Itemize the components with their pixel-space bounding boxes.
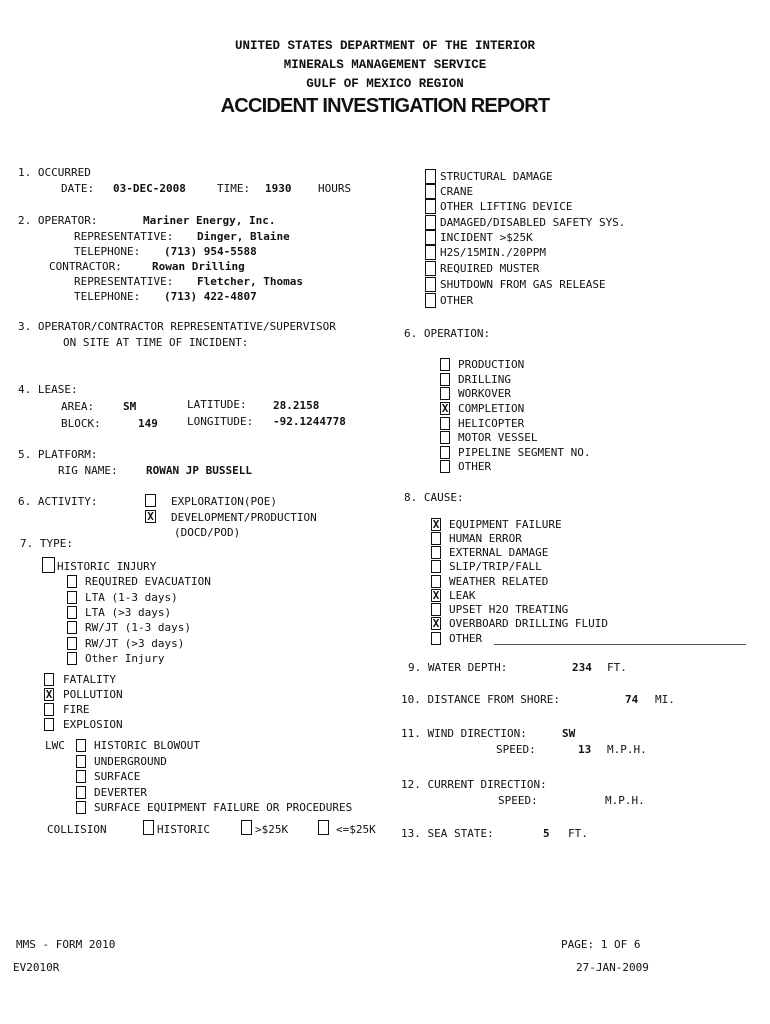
sea-state-label: 13. SEA STATE: — [401, 827, 494, 840]
longitude-label: LONGITUDE: — [187, 415, 254, 428]
injury-label: RW/JT (1-3 days) — [85, 621, 191, 634]
water-depth-value: 234 — [572, 661, 592, 674]
lease-label: 4. LEASE: — [18, 383, 78, 396]
supervisor-label: 3. OPERATOR/CONTRACTOR REPRESENTATIVE/SUPERVISOR — [18, 320, 336, 333]
contractor-label: CONTRACTOR: — [49, 260, 122, 273]
distance-unit: MI. — [655, 693, 675, 706]
tel-value: (713) 954-5588 — [164, 245, 257, 258]
incident-type-checkbox[interactable] — [425, 230, 436, 245]
activity-label: 6. ACTIVITY: — [18, 495, 98, 508]
header-region: GULF OF MEXICO REGION — [306, 77, 464, 91]
cause-label: LEAK — [449, 589, 476, 602]
incident-type-label: INCIDENT >$25K — [440, 231, 533, 244]
incident-type-checkbox[interactable] — [425, 293, 436, 308]
operation-label: HELICOPTER — [458, 417, 525, 430]
incident-type-label: SHUTDOWN FROM GAS RELEASE — [440, 278, 606, 291]
wind-speed-value: 13 — [578, 743, 592, 756]
area-label: AREA: — [61, 400, 95, 413]
time-value: 1930 — [265, 182, 292, 195]
distance-value: 74 — [625, 693, 639, 706]
sea-state-unit: FT. — [568, 827, 588, 840]
exploration-checkbox[interactable] — [145, 494, 156, 507]
cause-checkbox[interactable]: X — [432, 589, 440, 602]
incident-type-label: CRANE — [440, 185, 474, 198]
fire-checkbox[interactable] — [44, 703, 54, 716]
report-date: 27-JAN-2009 — [576, 961, 649, 974]
current-direction-label: 12. CURRENT DIRECTION: — [401, 778, 547, 791]
injury-label: Other Injury — [85, 652, 165, 665]
block-label: BLOCK: — [61, 417, 101, 430]
operation-checkbox[interactable] — [440, 358, 450, 371]
latitude-value: 28.2158 — [273, 399, 320, 412]
contractor-rep-label: REPRESENTATIVE: — [74, 275, 174, 288]
cause-label: HUMAN ERROR — [449, 532, 522, 545]
longitude-value: -92.1244778 — [273, 415, 346, 428]
wind-speed-unit: M.P.H. — [607, 743, 647, 756]
cause-label: EQUIPMENT FAILURE — [449, 518, 562, 531]
injury-checkbox[interactable] — [67, 591, 77, 604]
blowout-label: HISTORIC BLOWOUT — [94, 739, 200, 752]
cause-label: SLIP/TRIP/FALL — [449, 560, 542, 573]
fire-label: FIRE — [63, 703, 90, 716]
incident-type-checkbox[interactable] — [425, 277, 436, 292]
operation-checkbox[interactable] — [440, 446, 450, 459]
operation-label: MOTOR VESSEL — [458, 431, 538, 444]
operation-label: WORKOVER — [458, 387, 511, 400]
historic-injury-checkbox[interactable] — [42, 557, 55, 573]
incident-type-checkbox[interactable] — [425, 184, 436, 199]
blowout-checkbox[interactable] — [76, 755, 86, 768]
injury-label: RW/JT (>3 days) — [85, 637, 185, 650]
incident-type-checkbox[interactable] — [425, 215, 436, 230]
contractor-tel-label: TELEPHONE: — [74, 290, 141, 303]
injury-checkbox[interactable] — [67, 606, 77, 619]
supervisor-sublabel: ON SITE AT TIME OF INCIDENT: — [63, 336, 249, 349]
operation-checkbox[interactable] — [440, 387, 450, 400]
collision-historic-label: HISTORIC — [157, 823, 210, 836]
incident-type-label: OTHER LIFTING DEVICE — [440, 200, 573, 213]
operation-checkbox[interactable] — [440, 460, 450, 473]
cause-label: EXTERNAL DAMAGE — [449, 546, 549, 559]
cause-checkbox[interactable] — [431, 560, 441, 573]
incident-type-label: DAMAGED/DISABLED SAFETY SYS. — [440, 216, 626, 229]
contractor-tel-value: (713) 422-4807 — [164, 290, 257, 303]
blowout-label: SURFACE — [94, 770, 141, 783]
operation-checkbox[interactable]: X — [441, 402, 449, 415]
operator-value: Mariner Energy, Inc. — [143, 214, 276, 227]
collision-gt-label: >$25K — [255, 823, 289, 836]
cause-label: OVERBOARD DRILLING FLUID — [449, 617, 608, 630]
fatality-checkbox[interactable] — [44, 673, 54, 686]
operation-label: PRODUCTION — [458, 358, 525, 371]
date-value: 03-DEC-2008 — [113, 182, 186, 195]
explosion-label: EXPLOSION — [63, 718, 123, 731]
blowout-label: UNDERGROUND — [94, 755, 167, 768]
cause-label: 8. CAUSE: — [404, 491, 464, 504]
blowout-label: DEVERTER — [94, 786, 147, 799]
cause-checkbox[interactable]: X — [432, 617, 440, 630]
exploration-label: EXPLORATION(POE) — [171, 495, 277, 508]
latitude-label: LATITUDE: — [187, 398, 247, 411]
operation-label: OTHER — [458, 460, 492, 473]
wind-direction-value: SW — [562, 727, 576, 740]
collision-le-label: <=$25K — [336, 823, 376, 836]
explosion-checkbox[interactable] — [44, 718, 54, 731]
operation-label: DRILLING — [458, 373, 511, 386]
lwc-label: LWC — [45, 739, 65, 752]
operation-label: 6. OPERATION: — [404, 327, 491, 340]
current-speed-unit: M.P.H. — [605, 794, 645, 807]
injury-checkbox[interactable] — [67, 652, 77, 665]
report-title: ACCIDENT INVESTIGATION REPORT — [220, 95, 550, 117]
operation-checkbox[interactable] — [440, 431, 450, 444]
incident-type-checkbox[interactable] — [425, 245, 436, 260]
operator-label: 2. OPERATOR: — [18, 214, 98, 227]
incident-type-label: H2S/15MIN./20PPM — [440, 246, 546, 259]
injury-label: LTA (1-3 days) — [85, 591, 178, 604]
contractor-rep-value: Fletcher, Thomas — [197, 275, 303, 288]
pollution-label: POLLUTION — [63, 688, 123, 701]
area-value: SM — [123, 400, 137, 413]
injury-label: REQUIRED EVACUATION — [85, 575, 211, 588]
injury-checkbox[interactable] — [67, 621, 77, 634]
wind-speed-label: SPEED: — [496, 743, 536, 756]
fatality-label: FATALITY — [63, 673, 116, 686]
type-label: 7. TYPE: — [20, 537, 73, 550]
rep-value: Dinger, Blaine — [197, 230, 290, 243]
current-speed-label: SPEED: — [498, 794, 538, 807]
collision-gt-checkbox[interactable] — [241, 820, 252, 835]
injury-checkbox[interactable] — [67, 575, 77, 588]
development-sublabel: (DOCD/POD) — [174, 526, 241, 539]
block-value: 149 — [138, 417, 158, 430]
header-service: MINERALS MANAGEMENT SERVICE — [283, 58, 487, 72]
injury-label: LTA (>3 days) — [85, 606, 172, 619]
cause-checkbox[interactable] — [431, 632, 441, 645]
collision-label: COLLISION — [47, 823, 107, 836]
incident-type-checkbox[interactable] — [425, 199, 436, 214]
water-depth-unit: FT. — [607, 661, 627, 674]
wind-direction-label: 11. WIND DIRECTION: — [401, 727, 527, 740]
blowout-checkbox[interactable] — [76, 770, 86, 783]
form-number: MMS - FORM 2010 — [16, 938, 116, 951]
blowout-checkbox[interactable] — [76, 801, 86, 814]
occurred-label: 1. OCCURRED — [18, 166, 91, 179]
development-checkbox[interactable]: X — [145, 510, 156, 523]
blowout-checkbox[interactable] — [76, 786, 86, 799]
blowout-checkbox[interactable] — [76, 739, 86, 752]
contractor-value: Rowan Drilling — [152, 260, 245, 273]
date-label: DATE: — [61, 182, 95, 195]
header-agency: UNITED STATES DEPARTMENT OF THE INTERIOR — [234, 39, 536, 53]
page-number: PAGE: 1 OF 6 — [561, 938, 641, 951]
distance-label: 10. DISTANCE FROM SHORE: — [401, 693, 560, 706]
cause-checkbox[interactable] — [431, 575, 441, 588]
rig-name-label: RIG NAME: — [58, 464, 118, 477]
incident-type-checkbox[interactable] — [425, 169, 436, 184]
development-label: DEVELOPMENT/PRODUCTION — [171, 511, 317, 524]
cause-label: UPSET H2O TREATING — [449, 603, 569, 616]
platform-label: 5. PLATFORM: — [18, 448, 98, 461]
collision-le-checkbox[interactable] — [318, 820, 329, 835]
hours-label: HOURS — [318, 182, 352, 195]
cause-label: OTHER — [449, 632, 483, 645]
operation-label: PIPELINE SEGMENT NO. — [458, 446, 591, 459]
incident-type-checkbox[interactable] — [425, 261, 436, 276]
cause-checkbox[interactable] — [431, 603, 441, 616]
operation-label: COMPLETION — [458, 402, 525, 415]
incident-type-label: REQUIRED MUSTER — [440, 262, 540, 275]
injury-checkbox[interactable] — [67, 637, 77, 650]
cause-checkbox[interactable]: X — [432, 518, 440, 531]
operation-checkbox[interactable] — [440, 417, 450, 430]
incident-type-label: STRUCTURAL DAMAGE — [440, 170, 553, 183]
collision-historic-checkbox[interactable] — [143, 820, 154, 835]
historic-injury-label: HISTORIC INJURY — [57, 560, 157, 573]
other-cause-line[interactable] — [494, 644, 746, 645]
rep-label: REPRESENTATIVE: — [74, 230, 174, 243]
report-code: EV2010R — [13, 961, 60, 974]
rig-name-value: ROWAN JP BUSSELL — [146, 464, 252, 477]
blowout-label: SURFACE EQUIPMENT FAILURE OR PROCEDURES — [94, 801, 353, 814]
sea-state-value: 5 — [543, 827, 550, 840]
cause-label: WEATHER RELATED — [449, 575, 549, 588]
operation-checkbox[interactable] — [440, 373, 450, 386]
tel-label: TELEPHONE: — [74, 245, 141, 258]
pollution-checkbox[interactable]: X — [45, 688, 53, 701]
water-depth-label: 9. WATER DEPTH: — [408, 661, 508, 674]
cause-checkbox[interactable] — [431, 532, 441, 545]
cause-checkbox[interactable] — [431, 546, 441, 559]
incident-type-label: OTHER — [440, 294, 474, 307]
time-label: TIME: — [217, 182, 251, 195]
